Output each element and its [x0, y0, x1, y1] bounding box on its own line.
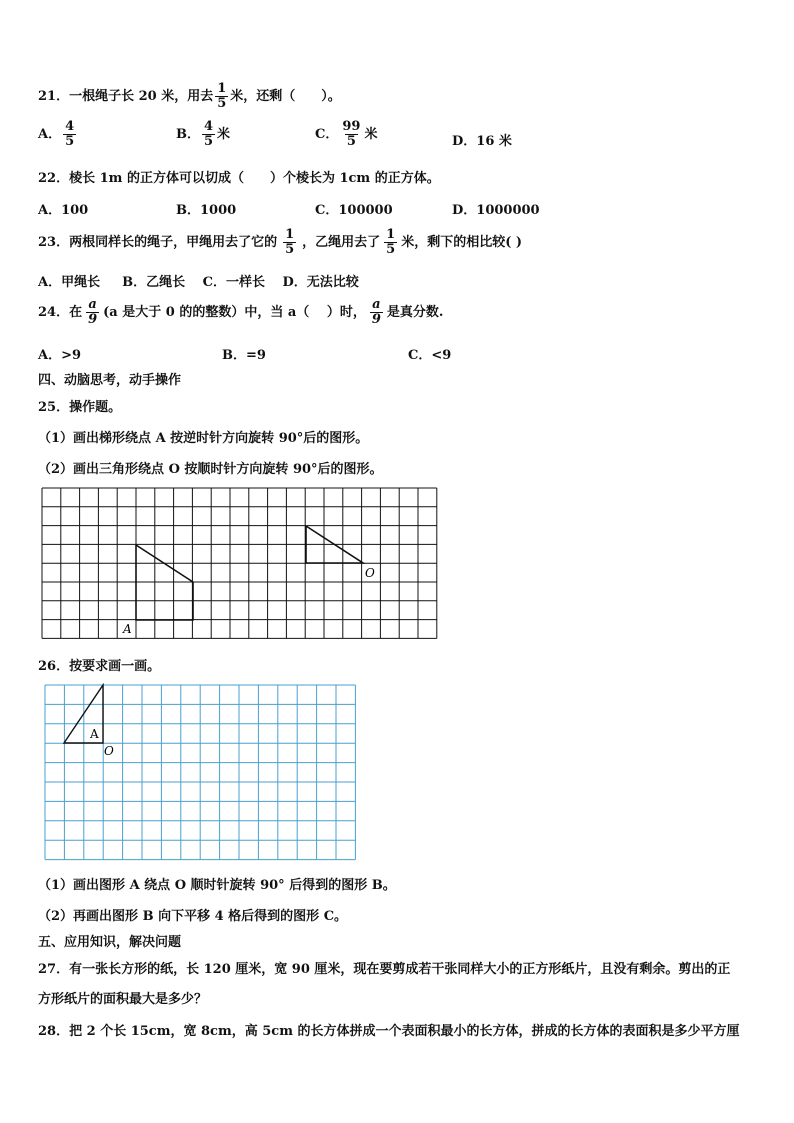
section-4-heading: 四、动脑思考，动手操作: [38, 373, 182, 388]
q27-line1: 27．有一张长方形的纸，长 120 厘米，宽 90 厘米，现在要剪成若干张同样大小的正方形纸片，且没有剩余。剪出的正: [38, 962, 731, 977]
q25-grid-lines: [42, 488, 437, 638]
q22-stem: 22．棱长 1m 的正方体可以切成（ ）个棱长为 1cm 的正方体。: [38, 171, 440, 186]
q23-stem: 23．两根同样长的绳子，甲绳用去了它的 $\frac{1}{5}$ ，乙绳用去了 $\frac{1}{5}$ 米，剩下的相比较( ): [38, 227, 523, 257]
point-o-label: O: [104, 744, 114, 758]
q24-option-c: C．<9: [408, 348, 452, 363]
figure-a-label: A: [90, 727, 99, 741]
q21-option-c: C． $\frac{99}{5}$ 米: [315, 119, 378, 149]
q22-option-c: C．100000: [315, 203, 393, 218]
q25-grid: [38, 484, 442, 644]
q23-options: A．甲绳长 B．乙绳长 C．一样长 D．无法比较: [38, 275, 359, 290]
q22-option-a: A．100: [38, 203, 89, 218]
q26-grid: [42, 683, 362, 863]
section-5-heading: 五、应用知识，解决问题: [38, 935, 182, 950]
point-a-label: A: [123, 622, 132, 636]
q27-line2: 方形纸片的面积最大是多少？: [38, 992, 208, 1007]
q25-sub1: （1）画出梯形绕点 A 按逆时针方向旋转 90°后的图形。: [38, 431, 369, 446]
q24-option-a: A．>9: [38, 348, 82, 363]
q25-title: 25．操作题。: [38, 400, 122, 415]
q21-fraction: $\frac{1}{5}$: [217, 81, 227, 111]
q26-title: 26．按要求画一画。: [38, 659, 161, 674]
q26-sub2: （2）再画出图形 B 向下平移 4 格后得到的图形 C。: [38, 909, 348, 924]
q22-option-d: D．1000000: [452, 203, 540, 218]
q26-grid-lines: [45, 685, 355, 860]
q21-option-d: D．16 米: [452, 134, 512, 149]
q28-line1: 28．把 2 个长 15cm，宽 8cm，高 5cm 的长方体拼成一个表面积最小的长方体，拼成的长方体的表面积是多少平方厘: [38, 1024, 740, 1039]
q24-option-b: B．=9: [222, 348, 266, 363]
q26-sub1: （1）画出图形 A 绕点 O 顺时针旋转 90° 后得到的图形 B。: [38, 878, 396, 893]
q21-option-b: B． $\frac{4}{5}$ 米: [176, 119, 231, 149]
q21-option-a: A． $\frac{4}{5}$: [38, 119, 75, 149]
q25-sub2: （2）画出三角形绕点 O 按顺时针方向旋转 90°后的图形。: [38, 462, 383, 477]
q22-option-b: B．1000: [176, 203, 237, 218]
q24-stem: 24．在 $\frac{a}{9}$ (a 是大于 0 的的整数）中，当 a（ ）时， $\frac{a}{9}$ 是真分数.: [38, 297, 444, 327]
point-o-label: O: [365, 566, 375, 580]
q21-stem: 21．一根绳子长 20 米，用去 $\frac{1}{5}$ 米，还剩（ ）。: [38, 81, 341, 111]
